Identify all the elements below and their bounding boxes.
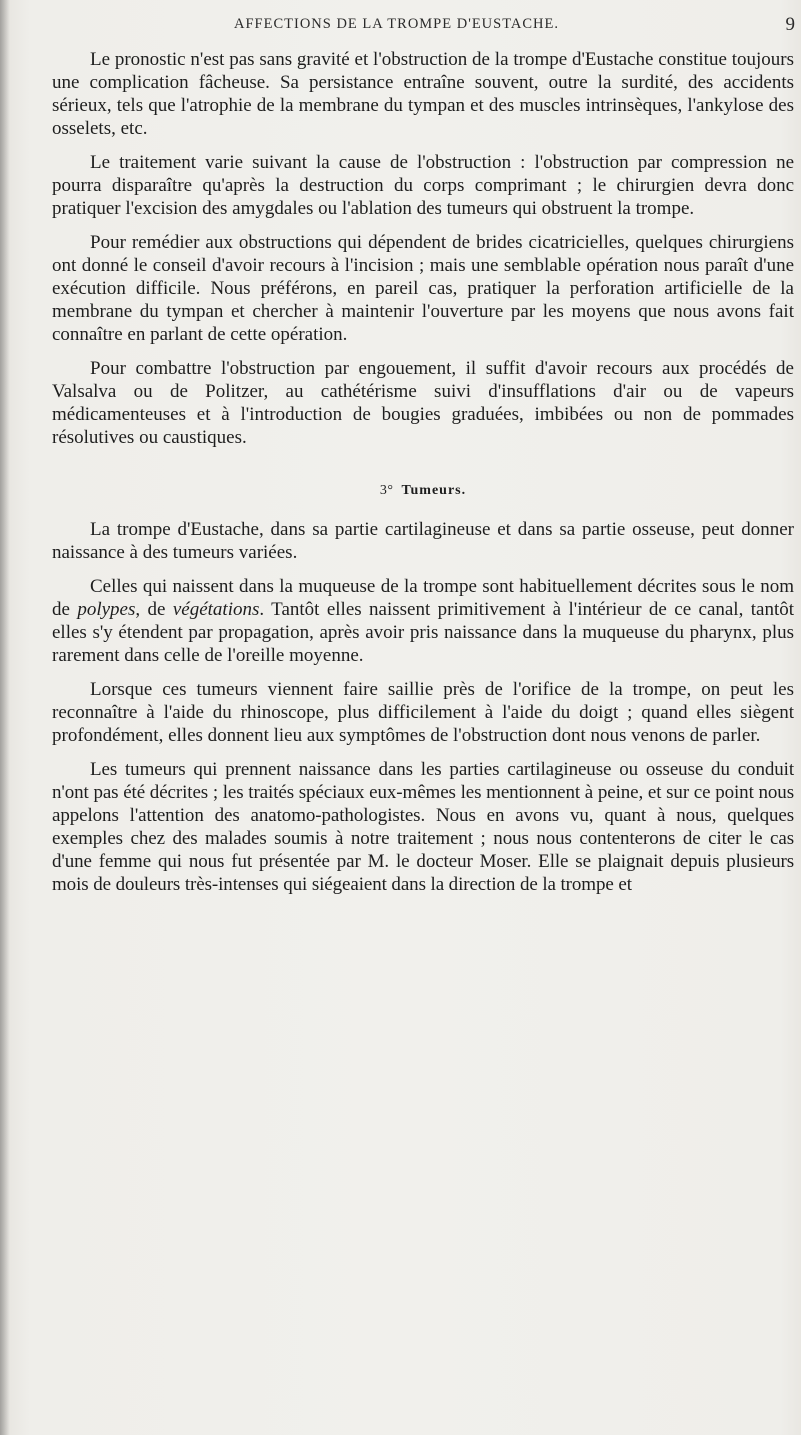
vegetations-term: végétations <box>172 599 260 620</box>
body-text <box>52 48 794 907</box>
paragraph-polyps <box>52 575 794 667</box>
page-number: 9 <box>785 14 795 35</box>
polyps-text-start: Celles qui naissent dans la muqueuse de la trompe sont habituellement décrites sous le nom de <box>52 576 794 620</box>
paragraph-diagnosis: Lorsque ces tumeurs viennent faire saillie près de l'orifice de la trompe, on peut les reconnaître à l'aide du rhinoscope, plus difficilement à l'aide du doigt ; quand elles siègent profondément, elles donnent lieu aux symptômes de l'obstruction dont nous venons de parler. <box>52 679 794 746</box>
section-number: 3° <box>379 483 394 498</box>
running-head <box>60 14 795 40</box>
polyps-text-end: . Tantôt elles naissent primitivement à l'intérieur de ce canal, tantôt elles s'y étendent par propagation, après avoir pris naissance dans la muqueuse du pharynx, plus rarement dans celle de l'oreille moyenne. <box>52 599 794 666</box>
polyps-term: polypes <box>77 599 136 620</box>
section-heading <box>52 479 794 502</box>
section-title: Tumeurs. <box>401 483 467 498</box>
running-title: AFFECTIONS DE LA TROMPE D'EUSTACHE. <box>234 16 559 32</box>
paragraph-treatment: Le traitement varie suivant la cause de l'obstruction : l'obstruction par compression ne pourra disparaître qu'après la destruction du corps comprimant ; le chirurgien devra donc pratiquer l'excision des amygdales ou l'ablation des tumeurs qui obstruent la trompe. <box>52 152 794 219</box>
paragraph-tumours-intro: La trompe d'Eustache, dans sa partie cartilagineuse et dans sa partie osseuse, peut donner naissance à des tumeurs variées. <box>52 519 794 563</box>
polyps-text-mid: , de <box>135 599 173 620</box>
paragraph-cartilaginous-tumours: Les tumeurs qui prennent naissance dans les parties cartilagineuse ou osseuse du conduit n'ont pas été décrites ; les traités spéciaux eux-mêmes les mentionnent à peine, et sur ce point nous appelons l'attention des anatomo-pathologistes. Nous en avons vu, quant à nous, quelques exemples chez des malades soumis à notre traitement ; nous nous contenterons de citer le cas d'une femme qui nous fut présentée par M. le docteur Moser. Elle se plaignait depuis plusieurs mois de douleurs très-intenses qui siégeaient dans la direction de la trompe et <box>52 759 794 895</box>
paragraph-cicatricial-bands: Pour remédier aux obstructions qui dépendent de brides cicatricielles, quelques chirurgiens ont donné le conseil d'avoir recours à l'incision ; mais une semblable opération nous paraît d'une exécution difficile. Nous préférons, en pareil cas, pratiquer la perforation artificielle de la membrane du tympan et chercher à maintenir l'ouverture par les moyens que nous avons fait connaître en parlant de cette opération. <box>52 232 794 345</box>
paragraph-prognosis: Le pronostic n'est pas sans gravité et l'obstruction de la trompe d'Eustache constitue toujours une complication fâcheuse. Sa persistance entraîne souvent, outre la surdité, des accidents sérieux, tels que l'atrophie de la membrane du tympan et des muscles intrinsèques, l'ankylose des osselets, etc. <box>52 49 794 139</box>
page-gutter-shadow <box>0 0 10 1435</box>
paragraph-engouement: Pour combattre l'obstruction par engouement, il suffit d'avoir recours aux procédés de Valsalva ou de Politzer, au cathétérisme suivi d'insufflations d'air ou de vapeurs médicamenteuses et à l'introduction de bougies graduées, imbibées ou non de pommades résolutives ou caustiques. <box>52 358 794 448</box>
